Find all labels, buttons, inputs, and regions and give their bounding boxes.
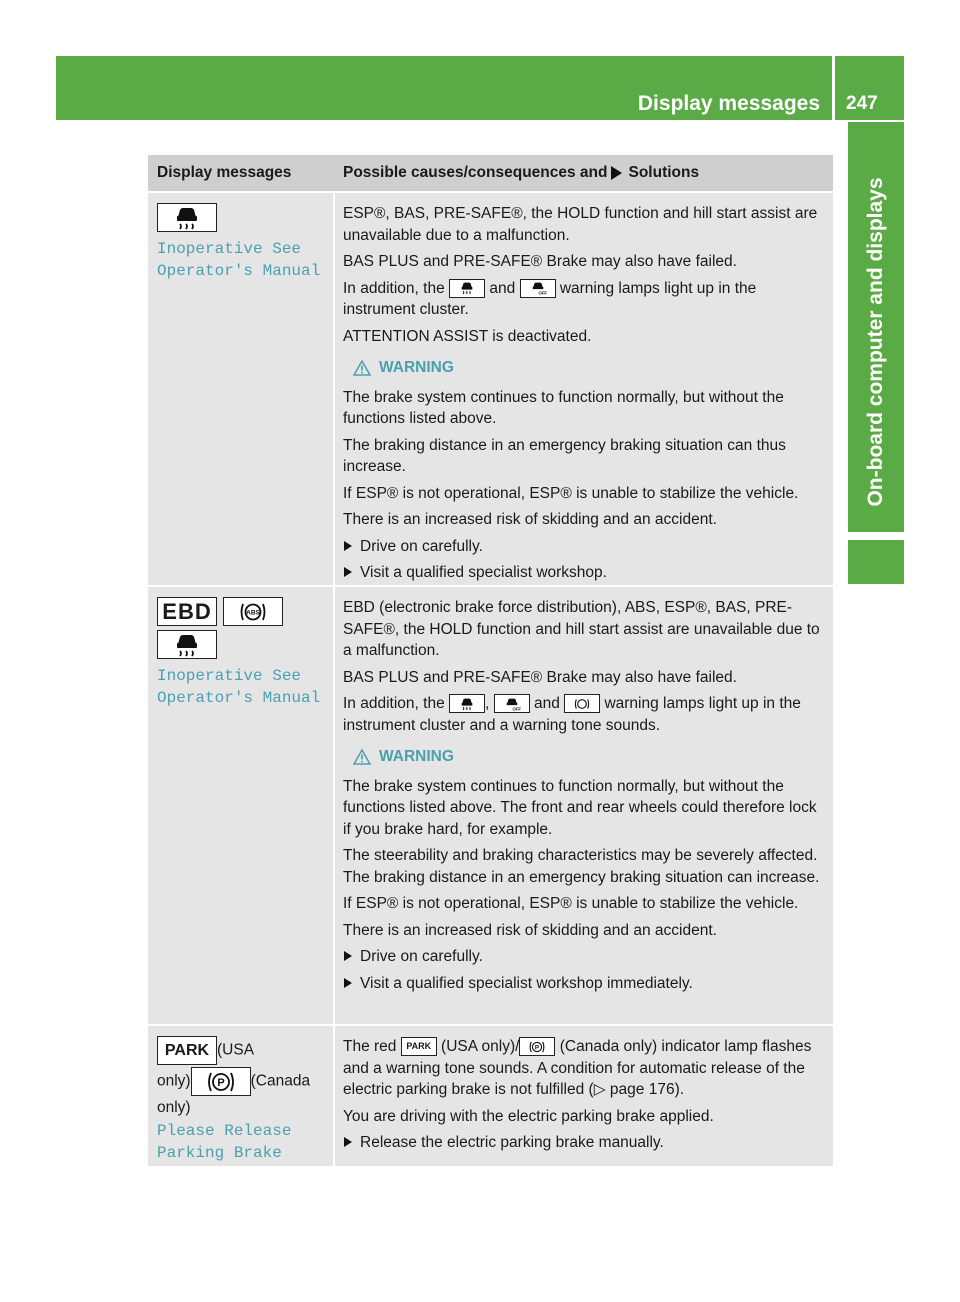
- lamp-text: In addition, the: [343, 279, 445, 297]
- paragraph: The braking distance in an emergency braking situation can thus increase.: [343, 436, 786, 475]
- paragraph: EBD (electronic brake force distribution), ABS, ESP®, BAS, PRE-SAFE®, the HOLD function and hill start assist are unavailable due to a malfunction.: [343, 599, 820, 659]
- lamp-text: ,: [485, 695, 490, 712]
- abs-icon: [223, 597, 283, 626]
- header-divider: [832, 56, 835, 120]
- lamp-text: (USA only)/: [441, 1038, 520, 1055]
- table-header: [148, 155, 833, 191]
- paragraph: BAS PLUS and PRE-SAFE® Brake may also have failed.: [343, 668, 737, 686]
- bullet-item: Visit a qualified specialist workshop.: [343, 562, 827, 584]
- paragraph: If ESP® is not operational, ESP® is unable to stabilize the vehicle.: [343, 895, 799, 912]
- message-text-2: Parking Brake: [157, 1144, 282, 1162]
- esp-icon: [157, 630, 217, 659]
- side-tab-marker: [848, 540, 904, 584]
- display-messages-table: [148, 155, 833, 1166]
- warning-triangle-icon: [353, 360, 371, 376]
- lamp-text: In addition, the: [343, 695, 445, 712]
- warning-heading: [353, 357, 827, 379]
- message-text-1: Inoperative See: [157, 240, 302, 258]
- lamp-text: and: [533, 695, 560, 712]
- table-row: [148, 585, 833, 1024]
- park-label: PARK: [406, 1041, 432, 1052]
- col-header-solutions-text: Solutions: [628, 164, 700, 181]
- message-text-1: Please Release: [157, 1122, 292, 1140]
- causes-cell: [335, 193, 833, 585]
- lamp-text: (Canada only) indicator lamp flashes and a warning tone sounds. A condition for automatic release of the electric parking brake is not fulfilled (▷ page 176).: [343, 1038, 812, 1098]
- parking-brake-icon: [519, 1037, 555, 1056]
- lamp-text: The red: [343, 1038, 397, 1055]
- bullet-item: Drive on carefully.: [343, 946, 827, 968]
- table-row: [148, 191, 833, 585]
- lamp-paragraph: [343, 1036, 827, 1101]
- causes-cell: [335, 1026, 833, 1166]
- warning-heading: [353, 746, 827, 768]
- table-row: [148, 1024, 833, 1166]
- svg-text:ABS: ABS: [246, 609, 260, 616]
- warning-label: WARNING: [379, 748, 454, 765]
- esp-icon: [449, 694, 485, 713]
- park-label: PARK: [164, 1041, 210, 1059]
- parking-brake-icon: [191, 1067, 251, 1096]
- paragraph: ESP®, BAS, PRE-SAFE®, the HOLD function and hill start assist are unavailable due to a malfunction.: [343, 205, 818, 244]
- display-message-cell: [148, 1026, 335, 1166]
- paragraph: If ESP® is not operational, ESP® is unable to stabilize the vehicle.: [343, 484, 799, 502]
- paragraph: You are driving with the electric parking brake applied.: [343, 1107, 714, 1125]
- lamp-text: warning lamps light up in the instrument cluster and a warning tone sounds.: [343, 695, 801, 734]
- svg-text:P: P: [216, 1076, 225, 1089]
- esp-icon: [157, 203, 217, 232]
- esp-off-icon: [520, 279, 556, 298]
- abs-icon: [564, 694, 600, 713]
- col-header-causes: [335, 155, 833, 191]
- warning-triangle-icon: [353, 749, 371, 765]
- col-header-display-messages: Display messages: [157, 164, 292, 181]
- paragraph: ATTENTION ASSIST is deactivated.: [343, 327, 592, 345]
- message-text-1: Inoperative See: [157, 667, 302, 685]
- lamp-paragraph: [343, 278, 827, 321]
- bullet-item: Drive on carefully.: [343, 536, 827, 558]
- svg-text:OFF: OFF: [512, 706, 521, 712]
- esp-icon: [449, 279, 485, 298]
- message-text-2: Operator's Manual: [157, 262, 321, 280]
- svg-text:P: P: [535, 1044, 540, 1052]
- lamp-text: warning lamps light up in the instrument cluster.: [343, 279, 757, 318]
- park-icon: [157, 1036, 217, 1065]
- page-header: [56, 56, 904, 120]
- causes-cell: [335, 587, 833, 1024]
- paragraph: BAS PLUS and PRE-SAFE® Brake may also have failed.: [343, 253, 737, 270]
- park-icon: [401, 1037, 437, 1056]
- esp-off-icon: [494, 694, 530, 713]
- message-text-2: Operator's Manual: [157, 689, 321, 707]
- side-tab-label: On-board computer and displays: [864, 177, 887, 507]
- lamp-paragraph: [343, 693, 827, 736]
- ebd-icon: [157, 597, 217, 626]
- usa-note-close: only): [157, 1072, 191, 1090]
- col-header-causes-text: Possible causes/consequences and: [343, 164, 608, 181]
- paragraph: There is an increased risk of skidding and an accident.: [343, 511, 717, 528]
- ebd-label: EBD: [162, 598, 212, 624]
- canada-note-close: only): [157, 1099, 191, 1116]
- paragraph: There is an increased risk of skidding and an accident.: [343, 921, 717, 939]
- page-number: 247: [846, 93, 878, 114]
- bullet-item: Release the electric parking brake manually.: [343, 1132, 827, 1154]
- bullet-item: Visit a qualified specialist workshop immediately.: [343, 973, 827, 995]
- paragraph: The brake system continues to function normally, but without the functions listed above. The front and rear wheels could therefore lock if you brake hard, for example.: [343, 777, 817, 838]
- display-message-cell: [148, 587, 335, 1024]
- display-message-cell: [148, 193, 335, 585]
- usa-note: (USA: [217, 1041, 255, 1059]
- paragraph: The brake system continues to function normally, but without the functions listed above.: [343, 388, 784, 427]
- arrow-icon: [611, 166, 622, 180]
- header-title: Display messages: [637, 92, 820, 115]
- svg-text:OFF: OFF: [538, 290, 547, 296]
- paragraph: The steerability and braking characteristics may be severely affected. The braking distance in an emergency braking situation can increase.: [343, 847, 820, 886]
- canada-note: (Canada: [250, 1072, 311, 1090]
- lamp-text: and: [489, 279, 516, 297]
- warning-label: WARNING: [379, 359, 454, 376]
